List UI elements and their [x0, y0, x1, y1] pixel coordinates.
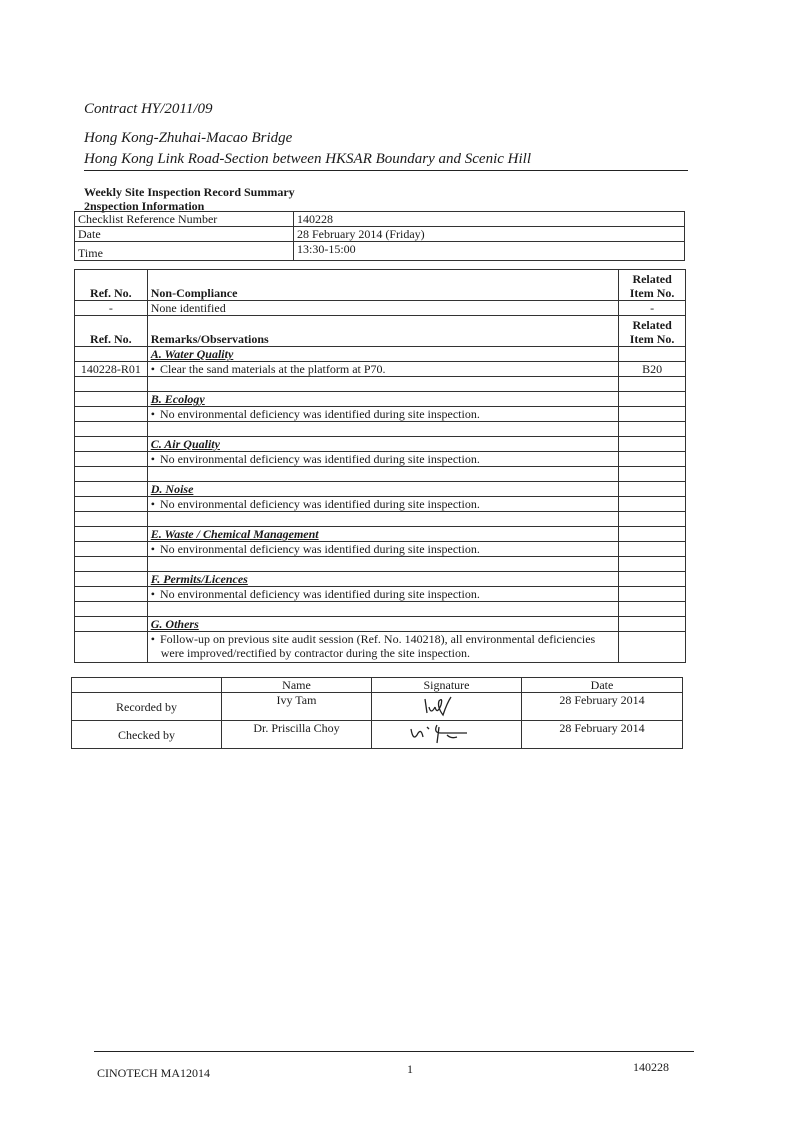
nc-desc-header: Non-Compliance: [147, 270, 618, 301]
page-number: 1: [407, 1062, 413, 1076]
summary-title: Weekly Site Inspection Record Summary: [84, 185, 295, 199]
remark-row: [75, 407, 686, 422]
empty-cell: [619, 437, 686, 452]
remark-ref: [75, 497, 148, 512]
remark-item: [619, 497, 686, 512]
remark-text: • No environmental deficiency was identified during site inspection.: [147, 452, 618, 467]
empty-cell: [147, 512, 618, 527]
section-title: D. Noise: [147, 482, 618, 497]
empty-cell: [75, 422, 148, 437]
signature-cell: [372, 721, 522, 749]
contract-number: Contract HY/2011/09: [84, 101, 213, 117]
remark-ref: [75, 407, 148, 422]
empty-cell: [619, 512, 686, 527]
empty-cell: [75, 617, 148, 632]
empty-cell: [619, 392, 686, 407]
rm-item-header: [619, 316, 686, 347]
inspection-table: [74, 269, 686, 663]
empty-cell: [75, 512, 148, 527]
section-title: B. Ecology: [147, 392, 618, 407]
empty-cell: [75, 347, 148, 362]
signature-row: [72, 693, 683, 721]
date-value: 28 February 2014 (Friday): [294, 227, 685, 242]
remark-row: [75, 452, 686, 467]
remark-ref: 140228-R01: [75, 362, 148, 377]
noncompliance-header: [75, 270, 686, 301]
section-title: A. Water Quality: [147, 347, 618, 362]
remark-text: • No environmental deficiency was identified during site inspection.: [147, 542, 618, 557]
remark-item: [619, 407, 686, 422]
time-value: 13:30-15:00: [294, 242, 685, 261]
sign-date: 28 February 2014: [522, 693, 683, 721]
info-row-time: [75, 242, 685, 261]
empty-cell: [75, 482, 148, 497]
rm-item-header-2: Item No.: [629, 332, 675, 346]
remark-ref: [75, 542, 148, 557]
empty-cell: [147, 422, 618, 437]
empty-cell: [147, 377, 618, 392]
header-rule: [84, 170, 688, 171]
remark-ref: [75, 632, 148, 663]
empty-cell: [619, 617, 686, 632]
sign-date: 28 February 2014: [522, 721, 683, 749]
empty-cell: [619, 347, 686, 362]
section-title: F. Permits/Licences: [147, 572, 618, 587]
section-title: Hong Kong Link Road-Section between HKSAR Boundary and Scenic Hill: [84, 151, 532, 167]
signature-header-row: [72, 678, 683, 693]
remark-row: [75, 362, 686, 377]
remark-item: B20: [619, 362, 686, 377]
empty-cell: [619, 377, 686, 392]
spacer-row: [75, 512, 686, 527]
empty-cell: [619, 422, 686, 437]
role-label: Recorded by: [72, 693, 222, 721]
empty-cell: [75, 602, 148, 617]
empty-cell: [147, 557, 618, 572]
remark-item: [619, 452, 686, 467]
info-row-checklist: [75, 212, 685, 227]
remark-row: [75, 497, 686, 512]
section-title: E. Waste / Chemical Management: [147, 527, 618, 542]
checklist-value: 140228: [294, 212, 685, 227]
info-row-date: [75, 227, 685, 242]
footer-rule: [94, 1051, 694, 1052]
remark-ref: [75, 587, 148, 602]
section-title-row: [75, 347, 686, 362]
footer-left: CINOTECH MA12014: [97, 1066, 210, 1080]
remark-row: [75, 542, 686, 557]
rm-desc-header: Remarks/Observations: [147, 316, 618, 347]
info-title: 2nspection Information: [84, 199, 205, 213]
nc-ref-header: Ref. No.: [75, 270, 148, 301]
rm-item-header-1: Related: [632, 318, 672, 332]
empty-cell: [619, 557, 686, 572]
empty-cell: [619, 572, 686, 587]
remarks-header: [75, 316, 686, 347]
section-title-row: [75, 572, 686, 587]
time-label: Time: [75, 242, 294, 261]
section-title-row: [75, 482, 686, 497]
spacer-row: [75, 467, 686, 482]
empty-cell: [619, 527, 686, 542]
spacer-row: [75, 557, 686, 572]
role-label: Checked by: [72, 721, 222, 749]
remark-item: [619, 632, 686, 663]
section-title-row: [75, 392, 686, 407]
empty-cell: [75, 437, 148, 452]
nc-item-header: [619, 270, 686, 301]
remark-text-line-1: • Follow-up on previous site audit session (Ref. No. 140218), all environmental deficiencies: [151, 632, 595, 646]
date-label: Date: [75, 227, 294, 242]
remark-text: • No environmental deficiency was identified during site inspection.: [147, 587, 618, 602]
remark-text: [147, 632, 618, 663]
remark-text: • Clear the sand materials at the platform at P70.: [147, 362, 618, 377]
checklist-label: Checklist Reference Number: [75, 212, 294, 227]
date-header: Date: [522, 678, 683, 693]
footer-right: 140228: [633, 1060, 669, 1074]
empty-cell: [619, 602, 686, 617]
signature-row: [72, 721, 683, 749]
project-title: Hong Kong-Zhuhai-Macao Bridge: [84, 130, 293, 146]
signature-priscilla-choy: [407, 721, 487, 745]
spacer-row: [75, 422, 686, 437]
signature-ivy-tam: [417, 693, 477, 717]
section-title-row: [75, 437, 686, 452]
noncompliance-row: [75, 301, 686, 316]
section-title-row: [75, 527, 686, 542]
remark-text: • No environmental deficiency was identified during site inspection.: [147, 407, 618, 422]
empty-cell: [75, 557, 148, 572]
nc-ref: -: [75, 301, 148, 316]
remark-row: [75, 632, 686, 663]
section-title: G. Others: [147, 617, 618, 632]
empty-cell: [619, 467, 686, 482]
remark-text: • No environmental deficiency was identified during site inspection.: [147, 497, 618, 512]
section-title-row: [75, 617, 686, 632]
empty-cell: [75, 572, 148, 587]
remark-row: [75, 587, 686, 602]
nc-item: -: [619, 301, 686, 316]
signature-header: Signature: [372, 678, 522, 693]
remark-text-line-2: were improved/rectified by contractor during the site inspection.: [160, 646, 470, 660]
nc-desc: None identified: [147, 301, 618, 316]
empty-cell: [75, 467, 148, 482]
spacer-row: [75, 377, 686, 392]
remark-item: [619, 542, 686, 557]
rm-ref-header: Ref. No.: [75, 316, 148, 347]
section-title: C. Air Quality: [147, 437, 618, 452]
signature-cell: [372, 693, 522, 721]
empty-cell: [619, 482, 686, 497]
nc-item-header-2: Item No.: [629, 286, 675, 300]
signature-table: [71, 677, 683, 749]
remark-item: [619, 587, 686, 602]
empty-cell: [75, 392, 148, 407]
remark-ref: [75, 452, 148, 467]
empty-cell: [75, 377, 148, 392]
nc-item-header-1: Related: [632, 272, 672, 286]
spacer-row: [75, 602, 686, 617]
person-name: Ivy Tam: [222, 693, 372, 721]
name-header: Name: [222, 678, 372, 693]
empty-cell: [147, 602, 618, 617]
empty-cell: [147, 467, 618, 482]
inspection-info-table: [74, 211, 685, 261]
person-name: Dr. Priscilla Choy: [222, 721, 372, 749]
empty-cell: [72, 678, 222, 693]
empty-cell: [75, 527, 148, 542]
